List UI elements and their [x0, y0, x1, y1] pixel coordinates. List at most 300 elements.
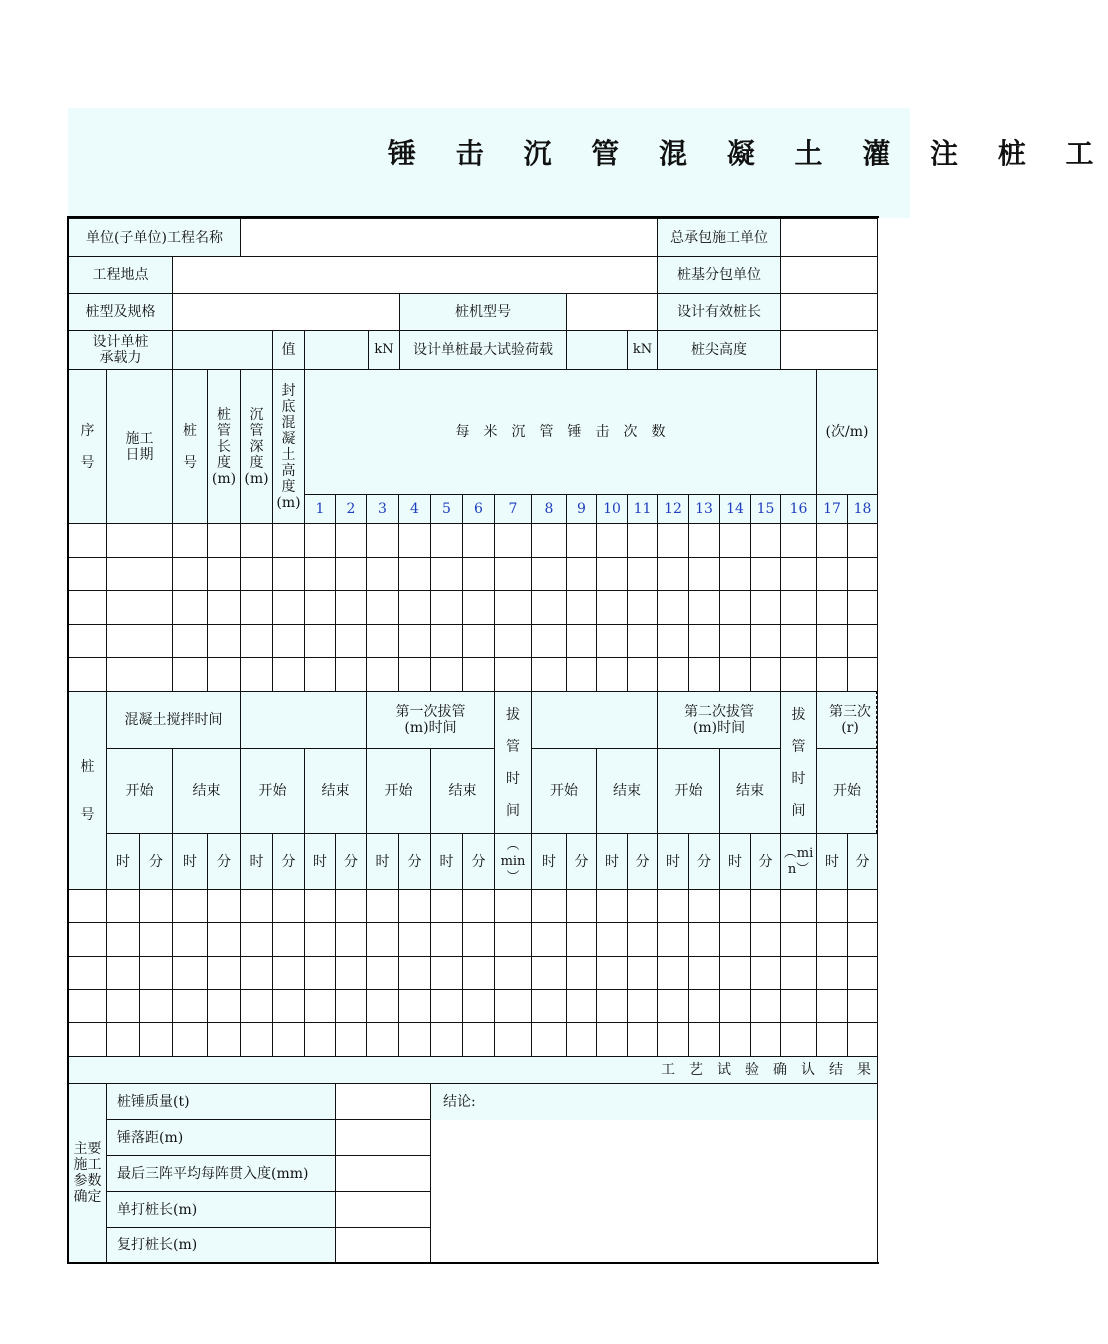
header-start	[531, 748, 597, 834]
time-row-cell[interactable]	[750, 922, 781, 957]
record-row-cell[interactable]	[688, 557, 720, 591]
time-row-cell[interactable]	[627, 922, 658, 957]
record-row-cell[interactable]	[398, 557, 431, 591]
record-row-cell[interactable]	[172, 624, 208, 658]
record-row-cell[interactable]	[240, 590, 273, 625]
time-row-cell[interactable]	[627, 1022, 658, 1057]
record-row-cell[interactable]	[688, 624, 720, 658]
record-row-cell[interactable]	[335, 557, 367, 591]
record-row-cell[interactable]	[398, 523, 431, 558]
time-row-cell[interactable]	[566, 922, 597, 957]
header-pull-time-b-unit-text: ︵mi n︶	[783, 845, 814, 877]
time-row-cell[interactable]	[494, 1022, 532, 1057]
record-row-cell[interactable]	[304, 657, 336, 692]
record-row-cell[interactable]	[816, 523, 848, 558]
label-hammer-mass	[106, 1083, 336, 1120]
time-row-cell[interactable]	[366, 922, 399, 957]
record-row-cell[interactable]	[750, 523, 781, 558]
time-row-cell[interactable]	[240, 1022, 273, 1057]
header-minute-text: 分	[471, 853, 486, 870]
time-row-cell[interactable]	[139, 956, 173, 990]
record-row-cell[interactable]	[627, 657, 658, 692]
time-row-cell[interactable]	[240, 889, 273, 923]
time-row-cell[interactable]	[430, 922, 463, 957]
time-row-cell[interactable]	[657, 922, 689, 957]
time-row-cell[interactable]	[398, 956, 431, 990]
time-row-cell[interactable]	[657, 956, 689, 990]
record-row-cell[interactable]	[596, 557, 628, 591]
conclusion-area[interactable]	[430, 1083, 878, 1263]
record-row-cell[interactable]	[462, 657, 495, 692]
time-row-cell[interactable]	[335, 889, 367, 923]
time-row-cell[interactable]	[398, 989, 431, 1023]
input-project-location[interactable]	[172, 256, 658, 294]
record-row-cell[interactable]	[750, 557, 781, 591]
record-row-cell[interactable]	[816, 624, 848, 658]
record-row-cell[interactable]	[240, 523, 273, 558]
record-row-cell[interactable]	[531, 590, 567, 625]
time-row-cell[interactable]	[847, 956, 878, 990]
header-start	[816, 748, 878, 834]
record-row-cell[interactable]	[657, 523, 689, 558]
record-row-cell[interactable]	[398, 657, 431, 692]
record-row-cell[interactable]	[207, 590, 241, 625]
time-row-cell[interactable]	[531, 956, 567, 990]
record-row-cell[interactable]	[688, 523, 720, 558]
record-row-cell[interactable]	[750, 657, 781, 692]
time-row-cell[interactable]	[106, 989, 140, 1023]
input-pile-type-spec[interactable]	[172, 293, 400, 331]
input-penetration[interactable]	[335, 1155, 431, 1192]
record-row-cell[interactable]	[688, 657, 720, 692]
time-row-cell[interactable]	[398, 1022, 431, 1057]
time-row-cell[interactable]	[68, 922, 107, 957]
time-row-cell[interactable]	[627, 889, 658, 923]
time-row-cell[interactable]	[657, 889, 689, 923]
label-main-params-text: 主要 施工 参数 确定	[73, 1141, 102, 1205]
header-hour-text: 时	[249, 853, 264, 870]
time-row-cell[interactable]	[688, 989, 720, 1023]
time-row-cell[interactable]	[816, 956, 848, 990]
time-row-cell[interactable]	[207, 922, 241, 957]
input-drop-height[interactable]	[335, 1119, 431, 1156]
record-row-cell[interactable]	[657, 590, 689, 625]
record-row-cell[interactable]	[719, 523, 751, 558]
time-row-cell[interactable]	[335, 989, 367, 1023]
record-row-cell[interactable]	[304, 557, 336, 591]
header-hour	[366, 833, 399, 890]
time-row-cell[interactable]	[596, 889, 628, 923]
time-row-cell[interactable]	[657, 989, 689, 1023]
record-row-cell[interactable]	[398, 624, 431, 658]
time-row-cell[interactable]	[335, 1022, 367, 1057]
time-row-cell[interactable]	[494, 922, 532, 957]
record-row-cell[interactable]	[816, 657, 848, 692]
record-row-cell[interactable]	[494, 657, 532, 692]
time-row-cell[interactable]	[688, 889, 720, 923]
record-row-cell[interactable]	[596, 590, 628, 625]
record-row-cell[interactable]	[207, 657, 241, 692]
label-unit-project-name	[68, 218, 241, 257]
time-row-cell[interactable]	[462, 956, 495, 990]
time-row-cell[interactable]	[106, 922, 140, 957]
record-row-cell[interactable]	[335, 590, 367, 625]
time-row-cell[interactable]	[430, 1022, 463, 1057]
time-row-cell[interactable]	[207, 1022, 241, 1057]
input-pile-subcontractor[interactable]	[780, 256, 878, 294]
header-hour	[657, 833, 689, 890]
header-hour	[430, 833, 463, 890]
record-row-cell[interactable]	[531, 557, 567, 591]
record-row-cell[interactable]	[719, 657, 751, 692]
time-row-cell[interactable]	[531, 1022, 567, 1057]
time-row-cell[interactable]	[462, 989, 495, 1023]
record-row-cell[interactable]	[430, 624, 463, 658]
record-row-cell[interactable]	[68, 523, 107, 558]
time-row-cell[interactable]	[335, 956, 367, 990]
input-hammer-mass[interactable]	[335, 1083, 431, 1120]
record-row-cell[interactable]	[657, 624, 689, 658]
time-row-cell[interactable]	[207, 956, 241, 990]
time-row-cell[interactable]	[304, 922, 336, 957]
record-row-cell[interactable]	[494, 557, 532, 591]
record-row-cell[interactable]	[780, 557, 817, 591]
time-row-cell[interactable]	[68, 989, 107, 1023]
time-row-cell[interactable]	[596, 956, 628, 990]
record-row-cell[interactable]	[627, 590, 658, 625]
header-end-text: 结束	[192, 783, 221, 799]
record-row-cell[interactable]	[566, 657, 597, 692]
record-row-cell[interactable]	[172, 557, 208, 591]
record-row-cell[interactable]	[304, 523, 336, 558]
time-row-cell[interactable]	[847, 1022, 878, 1057]
time-row-cell[interactable]	[462, 889, 495, 923]
time-row-cell[interactable]	[272, 889, 305, 923]
record-row-cell[interactable]	[366, 523, 399, 558]
label-hammer-mass-text: 桩锤质量(t)	[117, 1093, 190, 1110]
header-meter-6-text: 6	[474, 501, 483, 517]
time-row-cell[interactable]	[780, 889, 817, 923]
time-row-cell[interactable]	[106, 1022, 140, 1057]
record-row-cell[interactable]	[531, 657, 567, 692]
time-row-cell[interactable]	[816, 989, 848, 1023]
time-row-cell[interactable]	[719, 889, 751, 923]
time-row-cell[interactable]	[750, 1022, 781, 1057]
time-row-cell[interactable]	[688, 922, 720, 957]
time-row-cell[interactable]	[172, 956, 208, 990]
time-row-cell[interactable]	[566, 956, 597, 990]
record-row-cell[interactable]	[627, 523, 658, 558]
record-row-cell[interactable]	[335, 624, 367, 658]
record-row-cell[interactable]	[106, 624, 173, 658]
record-row-cell[interactable]	[68, 657, 107, 692]
label-pile-type-spec-text: 桩型及规格	[85, 304, 156, 320]
time-row-cell[interactable]	[304, 889, 336, 923]
time-row-cell[interactable]	[596, 1022, 628, 1057]
record-row-cell[interactable]	[847, 557, 878, 591]
record-row-cell[interactable]	[366, 557, 399, 591]
record-row-cell[interactable]	[847, 657, 878, 692]
time-row-cell[interactable]	[719, 922, 751, 957]
time-row-cell[interactable]	[398, 922, 431, 957]
record-row-cell[interactable]	[596, 523, 628, 558]
time-row-cell[interactable]	[750, 989, 781, 1023]
record-row-cell[interactable]	[106, 590, 173, 625]
time-row-cell[interactable]	[494, 989, 532, 1023]
input-single-length[interactable]	[335, 1191, 431, 1228]
header-minute	[139, 833, 173, 890]
time-row-cell[interactable]	[627, 956, 658, 990]
time-row-cell[interactable]	[366, 1022, 399, 1057]
time-row-cell[interactable]	[139, 989, 173, 1023]
header-meter-8-text: 8	[544, 501, 554, 517]
time-row-cell[interactable]	[494, 889, 532, 923]
time-row-cell[interactable]	[240, 989, 273, 1023]
input-general-contractor[interactable]	[780, 218, 878, 257]
time-row-cell[interactable]	[719, 956, 751, 990]
time-row-cell[interactable]	[139, 1022, 173, 1057]
record-row-cell[interactable]	[430, 557, 463, 591]
time-row-cell[interactable]	[366, 989, 399, 1023]
record-row-cell[interactable]	[494, 624, 532, 658]
header-start-text: 开始	[674, 783, 703, 799]
time-row-cell[interactable]	[750, 889, 781, 923]
record-row-cell[interactable]	[68, 624, 107, 658]
time-row-cell[interactable]	[172, 989, 208, 1023]
record-row-cell[interactable]	[688, 590, 720, 625]
record-row-cell[interactable]	[272, 590, 305, 625]
record-row-cell[interactable]	[240, 624, 273, 658]
record-row-cell[interactable]	[596, 624, 628, 658]
time-row-cell[interactable]	[430, 956, 463, 990]
time-row-cell[interactable]	[847, 889, 878, 923]
time-row-cell[interactable]	[272, 1022, 305, 1057]
time-row-cell[interactable]	[240, 956, 273, 990]
record-row-cell[interactable]	[719, 590, 751, 625]
time-row-cell[interactable]	[780, 956, 817, 990]
header-seal-height	[272, 369, 305, 524]
record-row-cell[interactable]	[847, 624, 878, 658]
record-row-cell[interactable]	[750, 590, 781, 625]
time-row-cell[interactable]	[847, 922, 878, 957]
record-row-cell[interactable]	[462, 590, 495, 625]
record-row-cell[interactable]	[207, 523, 241, 558]
input-capacity-blank[interactable]	[172, 330, 273, 370]
time-row-cell[interactable]	[304, 989, 336, 1023]
time-row-cell[interactable]	[816, 889, 848, 923]
record-row-cell[interactable]	[172, 523, 208, 558]
time-row-cell[interactable]	[688, 1022, 720, 1057]
time-row-cell[interactable]	[430, 989, 463, 1023]
time-row-cell[interactable]	[719, 1022, 751, 1057]
input-max-test-load[interactable]	[566, 330, 628, 370]
time-row-cell[interactable]	[566, 1022, 597, 1057]
record-row-cell[interactable]	[106, 657, 173, 692]
record-row-cell[interactable]	[719, 557, 751, 591]
time-row-cell[interactable]	[780, 989, 817, 1023]
header-meter-9	[566, 494, 597, 524]
time-row-cell[interactable]	[139, 889, 173, 923]
record-row-cell[interactable]	[366, 624, 399, 658]
record-row-cell[interactable]	[780, 624, 817, 658]
record-row-cell[interactable]	[596, 657, 628, 692]
record-row-cell[interactable]	[207, 624, 241, 658]
time-row-cell[interactable]	[780, 1022, 817, 1057]
label-unit-project-name-text: 单位(子单位)工程名称	[86, 229, 223, 246]
record-row-cell[interactable]	[657, 657, 689, 692]
time-row-cell[interactable]	[531, 922, 567, 957]
time-row-cell[interactable]	[462, 1022, 495, 1057]
input-capacity-value[interactable]	[304, 330, 369, 370]
time-row-cell[interactable]	[304, 956, 336, 990]
header-end-text: 结束	[448, 783, 477, 799]
time-row-cell[interactable]	[627, 989, 658, 1023]
record-row-cell[interactable]	[366, 657, 399, 692]
time-row-cell[interactable]	[139, 922, 173, 957]
header-meter-4-text: 4	[410, 501, 419, 517]
record-row-cell[interactable]	[172, 590, 208, 625]
record-row-cell[interactable]	[272, 557, 305, 591]
record-row-cell[interactable]	[68, 590, 107, 625]
header-hour	[816, 833, 848, 890]
time-row-cell[interactable]	[172, 1022, 208, 1057]
time-row-cell[interactable]	[462, 922, 495, 957]
record-row-cell[interactable]	[531, 523, 567, 558]
record-row-cell[interactable]	[430, 590, 463, 625]
record-row-cell[interactable]	[398, 590, 431, 625]
input-pile-tip-height[interactable]	[780, 330, 878, 370]
header-meter-18-text: 18	[853, 501, 872, 517]
record-row-cell[interactable]	[272, 624, 305, 658]
record-row-cell[interactable]	[780, 523, 817, 558]
header-minute-text: 分	[574, 853, 589, 870]
record-row-cell[interactable]	[566, 523, 597, 558]
time-row-cell[interactable]	[566, 889, 597, 923]
record-row-cell[interactable]	[566, 624, 597, 658]
time-row-cell[interactable]	[780, 922, 817, 957]
record-row-cell[interactable]	[272, 657, 305, 692]
record-row-cell[interactable]	[240, 557, 273, 591]
time-row-cell[interactable]	[398, 889, 431, 923]
record-row-cell[interactable]	[780, 657, 817, 692]
time-row-cell[interactable]	[106, 889, 140, 923]
record-row-cell[interactable]	[304, 590, 336, 625]
record-row-cell[interactable]	[304, 624, 336, 658]
record-row-cell[interactable]	[172, 657, 208, 692]
record-row-cell[interactable]	[240, 657, 273, 692]
record-row-cell[interactable]	[272, 523, 305, 558]
time-row-cell[interactable]	[816, 922, 848, 957]
record-row-cell[interactable]	[207, 557, 241, 591]
record-row-cell[interactable]	[816, 590, 848, 625]
record-row-cell[interactable]	[462, 624, 495, 658]
time-row-cell[interactable]	[68, 956, 107, 990]
record-row-cell[interactable]	[106, 523, 173, 558]
record-row-cell[interactable]	[494, 523, 532, 558]
record-row-cell[interactable]	[657, 557, 689, 591]
header-sink-depth	[240, 369, 273, 524]
input-design-effective-length[interactable]	[780, 293, 878, 331]
time-row-cell[interactable]	[335, 922, 367, 957]
record-row-cell[interactable]	[462, 523, 495, 558]
time-row-cell[interactable]	[366, 889, 399, 923]
time-row-cell[interactable]	[304, 1022, 336, 1057]
record-row-cell[interactable]	[847, 523, 878, 558]
time-row-cell[interactable]	[272, 956, 305, 990]
record-row-cell[interactable]	[430, 523, 463, 558]
record-row-cell[interactable]	[494, 590, 532, 625]
time-row-cell[interactable]	[366, 956, 399, 990]
header-minute-text: 分	[697, 853, 711, 870]
time-row-cell[interactable]	[207, 889, 241, 923]
time-row-cell[interactable]	[596, 922, 628, 957]
record-row-cell[interactable]	[750, 624, 781, 658]
record-row-cell[interactable]	[566, 557, 597, 591]
record-row-cell[interactable]	[106, 557, 173, 591]
record-row-cell[interactable]	[430, 657, 463, 692]
time-row-cell[interactable]	[719, 989, 751, 1023]
record-row-cell[interactable]	[335, 523, 367, 558]
time-row-cell[interactable]	[566, 989, 597, 1023]
label-design-single-capacity	[68, 330, 173, 370]
header-first-pull-text: 第一次拔管 (m)时间	[395, 704, 466, 736]
record-row-cell[interactable]	[531, 624, 567, 658]
record-row-cell[interactable]	[335, 657, 367, 692]
record-row-cell[interactable]	[68, 557, 107, 591]
record-row-cell[interactable]	[719, 624, 751, 658]
header-blows-title-text: 每 米 沉 管 锤 击 次 数	[455, 424, 666, 440]
time-row-cell[interactable]	[172, 922, 208, 957]
header-meter-2	[335, 494, 367, 524]
input-pile-machine-model[interactable]	[566, 293, 658, 331]
time-row-cell[interactable]	[596, 989, 628, 1023]
record-row-cell[interactable]	[462, 557, 495, 591]
record-row-cell[interactable]	[816, 557, 848, 591]
time-row-cell[interactable]	[531, 989, 567, 1023]
time-row-cell[interactable]	[657, 1022, 689, 1057]
header-hour-text: 时	[183, 853, 197, 870]
record-row-cell[interactable]	[627, 557, 658, 591]
time-row-cell[interactable]	[68, 1022, 107, 1057]
header-meter-1	[304, 494, 336, 524]
time-row-cell[interactable]	[688, 956, 720, 990]
input-repeat-length[interactable]	[335, 1227, 431, 1263]
record-row-cell[interactable]	[366, 590, 399, 625]
time-row-cell[interactable]	[816, 1022, 848, 1057]
time-row-cell[interactable]	[847, 989, 878, 1023]
input-unit-project-name[interactable]	[240, 218, 658, 257]
header-hour	[304, 833, 336, 890]
time-row-cell[interactable]	[172, 889, 208, 923]
time-row-cell[interactable]	[272, 989, 305, 1023]
time-row-cell[interactable]	[272, 922, 305, 957]
form-title: 锤 击 沉 管 混 凝 土 灌 注 桩 工	[388, 137, 1108, 170]
record-row-cell[interactable]	[780, 590, 817, 625]
record-row-cell[interactable]	[847, 590, 878, 625]
time-row-cell[interactable]	[430, 889, 463, 923]
time-row-cell[interactable]	[240, 922, 273, 957]
record-row-cell[interactable]	[566, 590, 597, 625]
time-row-cell[interactable]	[207, 989, 241, 1023]
header-pull-time-a-unit-text: ︵ min ︶	[500, 837, 526, 885]
time-row-cell[interactable]	[531, 889, 567, 923]
time-row-cell[interactable]	[106, 956, 140, 990]
time-row-cell[interactable]	[750, 956, 781, 990]
record-row-cell[interactable]	[627, 624, 658, 658]
time-row-cell[interactable]	[68, 889, 107, 923]
header-pull-time-a-text: 拔 管 时 间	[506, 706, 520, 819]
time-row-cell[interactable]	[494, 956, 532, 990]
